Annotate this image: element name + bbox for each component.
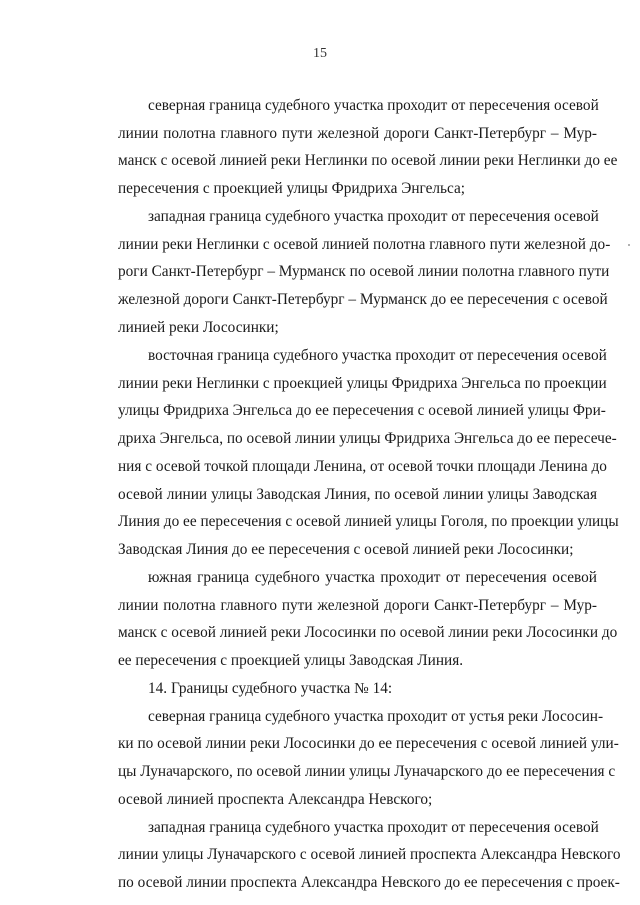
text-line: Заводская Линия до ее пересечения с осевой линией реки Лососинки; bbox=[118, 541, 574, 558]
text-line: ее пересечения с проекцией улицы Заводская Линия. bbox=[118, 652, 464, 669]
text-line: дриха Энгельса, по осевой линии улицы Фридриха Энгельса до ее пересече- bbox=[118, 430, 617, 447]
text-line: линией реки Лососинки; bbox=[118, 319, 279, 336]
text-line: манск с осевой линией реки Неглинки по осевой линии реки Неглинки до ее bbox=[118, 152, 618, 169]
text-line: линии реки Неглинки с осевой линией полотна главного пути железной до- bbox=[118, 236, 611, 253]
page-number: 15 bbox=[313, 46, 327, 61]
text-line: железной дороги Санкт-Петербург – Мурманск до ее пересечения с осевой bbox=[118, 291, 608, 308]
text-line: восточная граница судебного участка проходит от пересечения осевой bbox=[148, 347, 607, 364]
text-line: осевой линией проспекта Александра Невского; bbox=[118, 791, 433, 808]
text-line: ки по осевой линии реки Лососинки до ее пересечения с осевой линией ули- bbox=[118, 735, 619, 752]
text-line: цы Луначарского, по осевой линии улицы Луначарского до ее пересечения с bbox=[118, 763, 616, 780]
text-line: северная граница судебного участка проходит от пересечения осевой bbox=[148, 97, 599, 114]
text-line: северная граница судебного участка проходит от устья реки Лососин- bbox=[148, 708, 604, 725]
text-line: ния с осевой точкой площади Ленина, от осевой точки площади Ленина до bbox=[118, 458, 607, 475]
text-line: линии улицы Луначарского с осевой линией проспекта Александра Невского bbox=[118, 846, 621, 863]
text-line: западная граница судебного участка проходит от пересечения осевой bbox=[148, 819, 599, 836]
text-line: Линия до ее пересечения с осевой линией улицы Гоголя, по проекции улицы bbox=[118, 513, 619, 530]
text-line: улицы Фридриха Энгельса до ее пересечения с осевой линией улицы Фри- bbox=[118, 402, 606, 419]
text-line: пересечения с проекцией улицы Фридриха Энгельса; bbox=[118, 180, 466, 197]
text-line: роги Санкт-Петербург – Мурманск по осевой линии полотна главного пути bbox=[118, 263, 610, 280]
section-heading: 14. Границы судебного участка № 14: bbox=[148, 680, 393, 697]
text-line: осевой линии улицы Заводская Линия, по осевой линии улицы Заводская bbox=[118, 486, 597, 503]
text-line: южная граница судебного участка проходит от пересечения осевой bbox=[148, 569, 597, 586]
text-line: по осевой линии проспекта Александра Невского до ее пересечения с проек- bbox=[118, 874, 620, 891]
text-line: линии полотна главного пути железной дороги Санкт-Петербург – Мур- bbox=[118, 597, 597, 614]
text-line: манск с осевой линией реки Лососинки по осевой линии реки Лососинки до bbox=[118, 624, 618, 641]
text-line: линии полотна главного пути железной дороги Санкт-Петербург – Мур- bbox=[118, 125, 597, 142]
text-line: западная граница судебного участка проходит от пересечения осевой bbox=[148, 208, 599, 225]
text-line: линии реки Неглинки с проекцией улицы Фридриха Энгельса по проекции bbox=[118, 375, 607, 392]
scan-speck bbox=[628, 244, 630, 246]
